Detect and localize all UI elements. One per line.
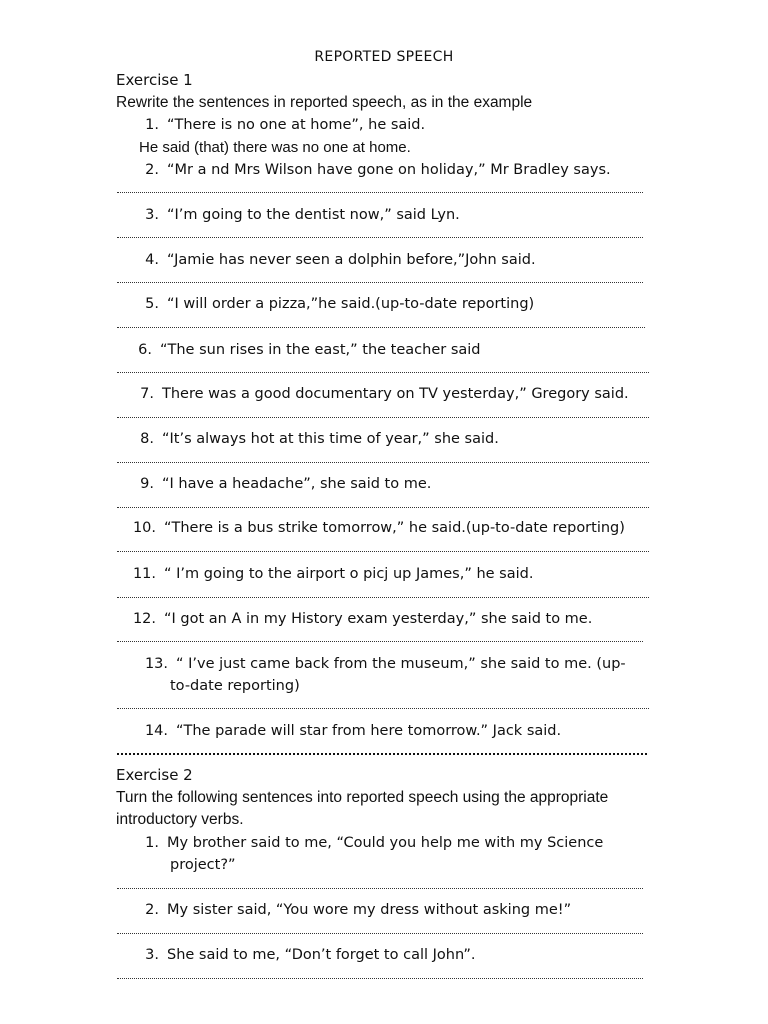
list-item — [140, 720, 561, 742]
answer-line[interactable] — [117, 888, 643, 889]
exercise2-heading: Exercise 2 — [116, 766, 193, 784]
answer-line[interactable] — [117, 192, 643, 193]
answer-line[interactable] — [117, 597, 649, 598]
item-number: 4. — [145, 252, 159, 268]
list-item — [133, 944, 475, 966]
item-text: “The sun rises in the east,” the teacher said — [160, 342, 481, 358]
list-item — [133, 832, 653, 876]
item-number: 1. — [145, 835, 159, 851]
answer-line[interactable] — [117, 372, 649, 373]
exercise1-heading: Exercise 1 — [116, 71, 193, 89]
item-number: 3. — [145, 947, 159, 963]
list-item — [133, 159, 611, 181]
item-text: “There is no one at home”, he said. — [167, 117, 426, 133]
answer-line[interactable] — [117, 708, 649, 709]
answer-line[interactable] — [117, 641, 643, 642]
item-text: She said to me, “Don’t forget to call John”. — [167, 947, 476, 963]
answer-line[interactable] — [117, 417, 649, 418]
answer-line[interactable] — [117, 978, 643, 979]
answer-line[interactable] — [117, 551, 649, 552]
list-item — [133, 249, 536, 271]
item-number: 10. — [132, 520, 156, 536]
item-text: “There is a bus strike tomorrow,” he said.(up-to-date reporting) — [164, 520, 625, 536]
item-text-continued: project?” — [170, 857, 236, 873]
list-item — [133, 204, 460, 226]
list-item — [124, 608, 592, 630]
item-text: “Jamie has never seen a dolphin before,”John said. — [167, 252, 536, 268]
list-item — [124, 517, 625, 539]
answer-line[interactable] — [117, 237, 643, 238]
item-number: 5. — [145, 296, 159, 312]
list-item — [128, 473, 431, 495]
item-text: My brother said to me, “Could you help me with my Science — [167, 835, 604, 851]
list-item — [140, 653, 660, 697]
list-item — [126, 339, 481, 361]
item-number: 1. — [145, 117, 159, 133]
exercise2-instruction: Turn the following sentences into reported speech using the appropriate introductory verbs. — [116, 789, 609, 828]
answer-line[interactable] — [117, 753, 647, 755]
item-number: 2. — [145, 902, 159, 918]
item-text: “I’m going to the dentist now,” said Lyn. — [167, 207, 460, 223]
exercise1-instruction: Rewrite the sentences in reported speech, as in the example — [116, 94, 533, 111]
item-number: 2. — [145, 162, 159, 178]
item-text: “ I’m going to the airport o picj up James,” he said. — [164, 566, 534, 582]
list-item — [133, 899, 571, 921]
answer-line[interactable] — [117, 507, 649, 508]
item-number: 7. — [140, 386, 154, 402]
item-text-continued: to-date reporting) — [170, 678, 300, 694]
item-number: 3. — [145, 207, 159, 223]
item-number: 9. — [140, 476, 154, 492]
exercise1-example — [133, 114, 425, 136]
item-number: 13. — [144, 656, 168, 672]
item-text: “Mr a nd Mrs Wilson have gone on holiday,” Mr Bradley says. — [167, 162, 611, 178]
list-item — [133, 293, 534, 315]
answer-line[interactable] — [117, 462, 649, 463]
item-number: 12. — [132, 611, 156, 627]
item-number: 6. — [138, 342, 152, 358]
item-text: “I have a headache”, she said to me. — [162, 476, 432, 492]
page-title: REPORTED SPEECH — [314, 49, 454, 65]
answer-line[interactable] — [117, 282, 643, 283]
exercise1-example-answer: He said (that) there was no one at home. — [139, 139, 411, 156]
item-text: “I will order a pizza,”he said.(up-to-date reporting) — [167, 296, 535, 312]
item-text: My sister said, “You wore my dress without asking me!” — [167, 902, 572, 918]
item-text: There was a good documentary on TV yesterday,” Gregory said. — [162, 386, 629, 402]
item-number: 11. — [132, 566, 156, 582]
answer-line[interactable] — [117, 933, 643, 934]
item-text: “It’s always hot at this time of year,” she said. — [162, 431, 499, 447]
item-text: “ I’ve just came back from the museum,” she said to me. (up- — [176, 656, 626, 672]
item-number: 14. — [144, 723, 168, 739]
list-item — [124, 563, 533, 585]
answer-line[interactable] — [117, 327, 645, 328]
item-number: 8. — [140, 431, 154, 447]
list-item — [128, 428, 499, 450]
list-item — [128, 383, 629, 405]
item-text: “The parade will star from here tomorrow.” Jack said. — [176, 723, 562, 739]
item-text: “I got an A in my History exam yesterday,” she said to me. — [164, 611, 593, 627]
